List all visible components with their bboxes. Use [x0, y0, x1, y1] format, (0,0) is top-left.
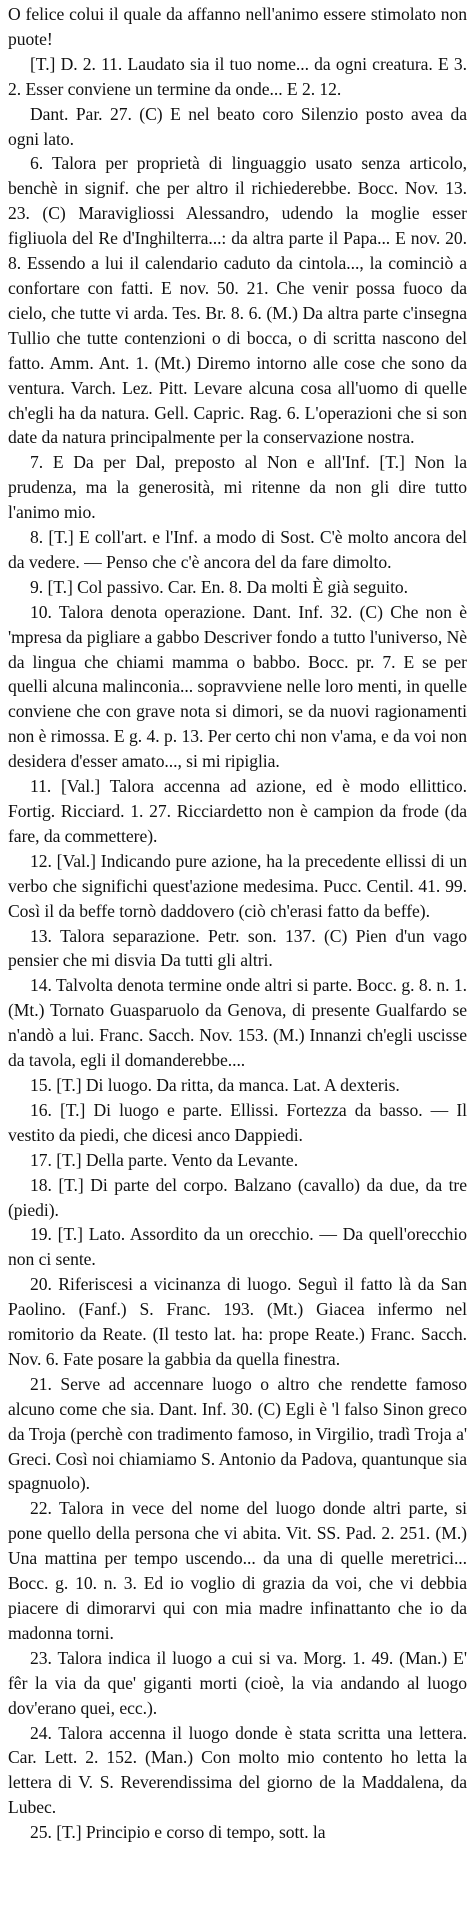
entry-8: 8. [T.] E coll'art. e l'Inf. a modo di Sost. C'è molto ancora del da vedere. — Penso che c'è ancora del da fare dimolto.	[8, 527, 467, 572]
entry-18: 18. [T.] Di parte del corpo. Balzano (cavallo) da due, da tre (piedi).	[8, 1174, 467, 1220]
entry-11: 11. [Val.] Talora accenna ad azione, ed è modo ellittico. Fortig. Ricciard. 1. 27. Ricciardetto non è campion da frode (da fare, da commettere).	[8, 776, 467, 846]
entry-25: 25. [T.] Principio e corso di tempo, sott. la	[30, 1822, 326, 1843]
entry-14: 14. Talvolta denota termine onde altri si parte. Bocc. g. 8. n. 1. (Mt.) Tornato Guasparuolo da Genova, di presente Gualfardo se n'andò a lui. Franc. Sacch. Nov. 153. (M.) Innanzi ch'egli uscisse da tavola, egli il domanderebbe....	[8, 975, 467, 1071]
entry-9: 9. [T.] Col passivo. Car. En. 8. Da molti È già seguito.	[30, 576, 409, 597]
entry-20: 20. Riferiscesi a vicinanza di luogo. Seguì il fatto là da San Paolino. (Fanf.) S. Franc. 193. (Mt.) Giacea infermo nel romitorio da Reate. (Il testo lat. ha: prope Reate.) Franc. Sacch. Nov. 6. Fate posare la gabbia da quella finestra.	[8, 1274, 467, 1369]
entry-15: 15. [T.] Di luogo. Da ritta, da manca. Lat. A dexteris.	[30, 1074, 400, 1095]
entry-22: 22. Talora in vece del nome del luogo donde altri parte, si pone quello della persona che vi abita. Vit. SS. Pad. 2. 251. (M.) Una mattina per tempo uscendo... da una di quelle meretrici... Bocc. g. 10. n. 3. Ed io voglio di grazia da voi, che vi debbia piacere di dimorarvi qui con mia madre infinattanto che io da madonna torni.	[8, 1498, 467, 1643]
entry-23: 23. Talora indica il luogo a cui si va. Morg. 1. 49. (Man.) E' fêr la via da que' giganti morti (cioè, la via andando al luogo dov'erano quei, ecc.).	[8, 1647, 467, 1718]
entry-17: 17. [T.] Della parte. Vento da Levante.	[30, 1149, 299, 1170]
entry-16: 16. [T.] Di luogo e parte. Ellissi. Fortezza da basso. — Il vestito da piedi, che dicesi anco Dappiedi.	[8, 1099, 467, 1145]
paragraph-continuation: O felice colui il quale da affanno nell'animo essere stimolato non puote!	[8, 4, 467, 49]
entry-10: 10. Talora denota operazione. Dant. Inf. 32. (C) Che non è 'mpresa da pigliare a gabbo Descriver fondo a tutto l'universo, Nè da lingua che chiami mamma o babbo. Bocc. pr. 7. E se per quelli alcuna malinconia... sopravviene nelle loro menti, in quelle conviene che con grave nota si dimori, se da nuovi ragionamenti non è rimossa. E g. 4. p. 13. Per certo chi non v'ama, e da voi non desidera d'esser amato..., si mi ripiglia.	[8, 601, 467, 772]
entry-21: 21. Serve ad accennare luogo o altro che rendette famoso alcuno come che sia. Dant. Inf. 30. (C) Egli è 'l falso Sinon greco da Troja (perchè con tradimento famoso, in Virgilio, tradì Troja a' Greci. Così noi chiamiamo S. Antonio da Padova, quantunque sia spagnuolo).	[8, 1373, 467, 1494]
entry-13: 13. Talora separazione. Petr. son. 137. (C) Pien d'un vago pensier che mi disvia Da tutti gli altri.	[8, 925, 467, 971]
entry-24: 24. Talora accenna il luogo donde è stata scritta una lettera. Car. Lett. 2. 152. (Man.) Con molto mio contento ho letta la lettera di V. S. Reverendissima del giorno de la Maddalena, da Lubec.	[8, 1722, 467, 1818]
entry-19: 19. [T.] Lato. Assordito da un orecchio. — Da quell'orecchio non ci sente.	[8, 1224, 467, 1270]
paragraph-citation: [T.] D. 2. 11. Laudato sia il tuo nome... da ogni creatura. E 3. 2. Esser conviene un termine da onde... E 2. 12.	[8, 53, 467, 99]
paragraph-citation: Dant. Par. 27. (C) E nel beato coro Silenzio posto avea da ogni lato.	[8, 103, 467, 149]
entry-7: 7. E Da per Dal, preposto al Non e all'Inf. [T.] Non la prudenza, ma la generosità, mi ritenne da non gli dire tutto l'animo mio.	[8, 452, 467, 523]
entry-12: 12. [Val.] Indicando pure azione, ha la precedente ellissi di un verbo che significhi quest'azione medesima. Pucc. Centil. 41. 99. Così il da beffe tornò daddovero (ciò ch'erasi fatto da beffe).	[8, 850, 467, 921]
entry-6: 6. Talora per proprietà di linguaggio usato senza articolo, benchè in signif. che per altro il richiederebbe. Bocc. Nov. 13. 23. (C) Maravigliossi Alessandro, udendo la moglie esser figliuola del Re d'Inghilterra...: da altra parte il Papa... E nov. 20. 8. Essendo a lui il calendario caduto da cintola..., la cominciò a confortare con fatti. E nov. 50. 21. Che venir possa fuoco da cielo, che tutte vi arda. Tes. Br. 8. 6. (M.) Da altra parte c'insegna Tullio che tutte contenzioni o di bocca, o di scritta nascono del fatto. Amm. Ant. 1. (Mt.) Diremo intorno alle cose che sono da ventura. Varch. Lez. Pitt. Levare alcuna cosa all'uomo di quelle ch'egli ha da natura. Gell. Capric. Rag. 6. L'operazioni che si son date da natura principalmente per la conservazione nostra.	[8, 153, 467, 448]
